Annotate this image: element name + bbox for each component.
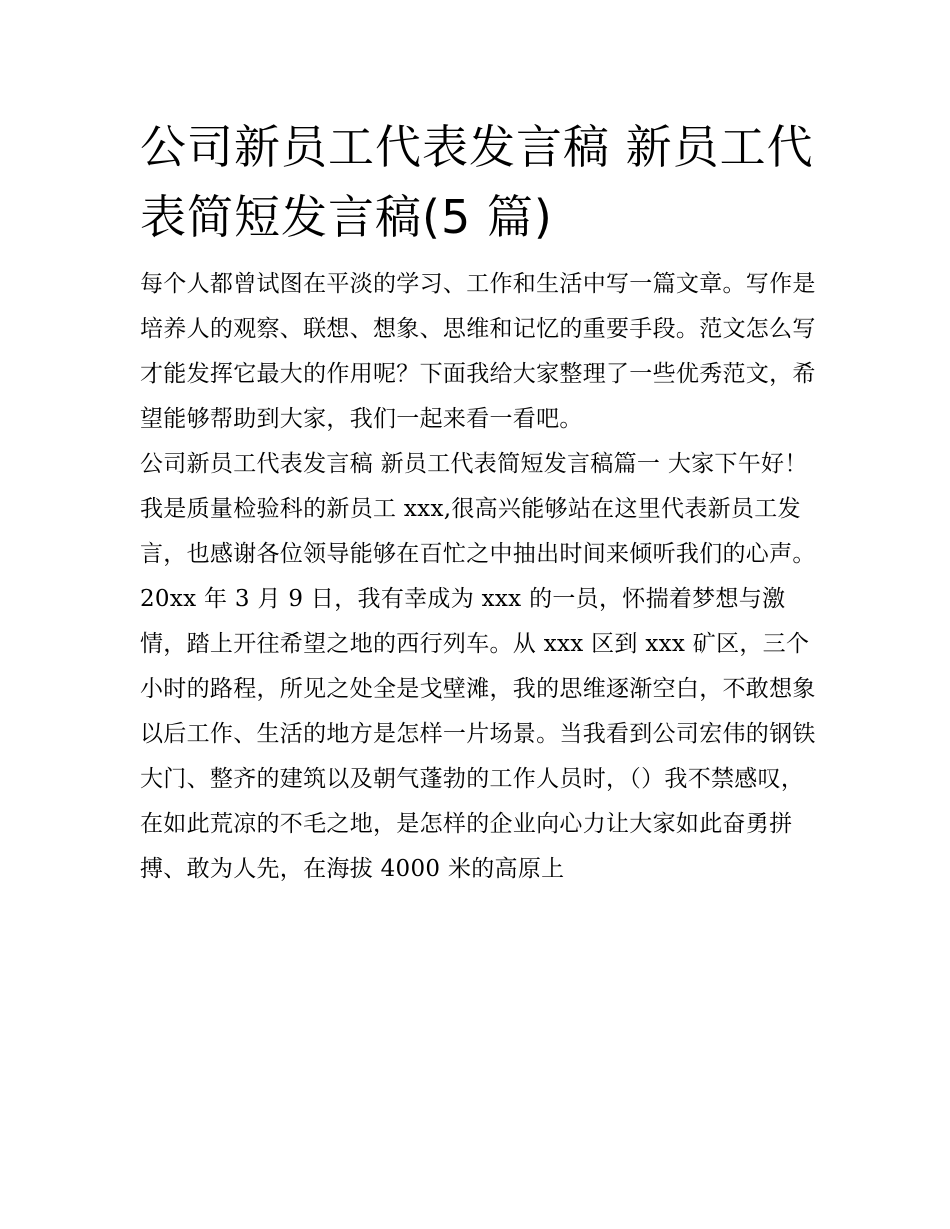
paragraph-arrival-story: 20xx 年 3 月 9 日，我有幸成为 xxx 的一员，怀揣着梦想与激情，踏上开往希望之地的西行列车。从 xxx 区到 xxx 矿区，三个小时的路程，所见之处全是戈壁滩，我的思维逐渐空白，不敢想象以后工作、生活的地方是怎样一片场景。当我看到公司宏伟的钢铁大门、整齐的建筑以及朝气蓬勃的工作人员时，（）我不禁感叹，在如此荒凉的不毛之地，是怎样的企业向心力让大家如此奋勇拼搏、敢为人先，在海拔 4000 米的高原上 (140, 586, 816, 882)
paragraph-greeting: 公司新员工代表发言稿 新员工代表简短发言稿篇一 大家下午好！ (140, 451, 808, 477)
document-title: 公司新员工代表发言稿 新员工代表简短发言稿(5 篇) (140, 120, 814, 244)
paragraph-self-introduction: 我是质量检验科的新员工 xxx,很高兴能够站在这里代表新员工发言，也感谢各位领导能够在百忙之中抽出时间来倾听我们的心声。 (140, 496, 816, 567)
document-body (140, 112, 820, 892)
paragraph-intro: 每个人都曾试图在平淡的学习、工作和生活中写一篇文章。写作是培养人的观察、联想、想象、思维和记忆的重要手段。范文怎么写才能发挥它最大的作用呢？下面我给大家整理了一些优秀范文，希望能够帮助到大家，我们一起来看一看吧。 (140, 271, 816, 432)
